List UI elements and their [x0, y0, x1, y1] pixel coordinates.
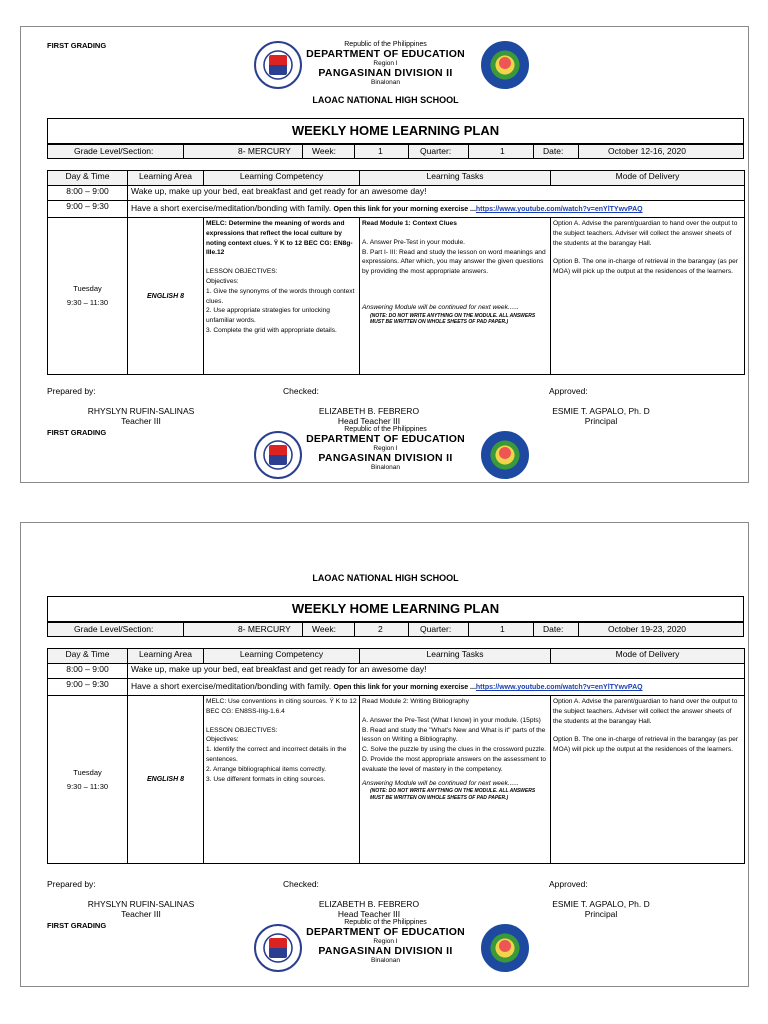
row-activity: Have a short exercise/meditation/bonding with family. Open this link for your morning exercise ...https://www.youtube.com/watch?v=enYlTYwvPAQ — [128, 201, 745, 218]
prepared-label: Prepared by: — [47, 879, 96, 889]
letterhead: Republic of the Philippines DEPARTMENT OF EDUCATION Region I PANGASINAN DIVISION II Binalonan — [306, 41, 465, 86]
grading-label-footer: FIRST GRADING — [47, 428, 107, 437]
tasks-cell: Read Module 1: Context Clues A. Answer Pre-Test in your module. B. Part I- III: Read and study the lesson on word meanings and expressions. After which, you may answer the given questions by providing the most appropriate answers. Answering Module will be continued for next week...... (NOTE: DO NOT WRITE ANYTHING ON THE MODULE. ALL ANSWERS MUST BE WRITTEN ON WHOLE SHEETS OF PAD PAPER.) — [360, 218, 551, 375]
info-row: Grade Level/Section: 8- MERCURY Week: 2 Quarter: 1 Date: October 19-23, 2020 — [47, 622, 744, 637]
competency-cell: MELC: Determine the meaning of words and expressions that reflect the local culture by noting context clues. Ÿ K to 12 BEC CG: EN8g-IIIe.12 LESSON OBJECTIVES: Objectives: 1. Give the synonyms of the words through context clues. 2. Use appropriate strategies for unlocking unfamiliar words. 3. Complete the grid with appropriate details. — [204, 218, 360, 375]
learning-area-cell: ENGLISH 8 — [128, 218, 204, 375]
approved-label: Approved: — [549, 879, 588, 889]
letterhead-footer: Republic of the Philippines DEPARTMENT OF EDUCATION Region I PANGASINAN DIVISION II Binalonan — [306, 919, 465, 964]
info-row: Grade Level/Section: 8- MERCURY Week: 1 Quarter: 1 Date: October 12-16, 2020 — [47, 144, 744, 159]
delivery-cell: Option A. Advise the parent/guardian to hand over the output to the subject teachers. Adviser will collect the answer sheets of the students at the barangay Hall. Option B. The one in-charge of retrieval in the barangay (as per MOA) will pick up the output at the residences of the learners. — [551, 696, 745, 864]
row-activity: Have a short exercise/meditation/bonding with family. Open this link for your morning exercise ...https://www.youtube.com/watch?v=enYlTYwvPAQ — [128, 679, 745, 696]
plan-table — [47, 648, 745, 864]
letterhead-footer: Republic of the Philippines DEPARTMENT OF EDUCATION Region I PANGASINAN DIVISION II Binalonan — [306, 426, 465, 471]
approved-signatory: ESMIE T. AGPALO, Ph. D Principal — [552, 899, 650, 919]
school-name: LAOAC NATIONAL HIGH SCHOOL — [312, 573, 459, 583]
col-day-time: Day & Time — [48, 171, 128, 186]
day-cell: Tuesday 9:30 – 11:30 — [48, 218, 128, 375]
grading-label-footer: FIRST GRADING — [47, 921, 107, 930]
exercise-link[interactable]: https://www.youtube.com/watch?v=enYlTYwvPAQ — [475, 206, 643, 213]
row-time: 9:00 – 9:30 — [48, 201, 128, 218]
checked-signatory: ELIZABETH B. FEBRERO Head Teacher III — [318, 899, 420, 919]
col-learning-area: Learning Area — [128, 649, 204, 664]
plan-table — [47, 170, 745, 375]
prepared-signatory: RHYSLYN RUFIN-SALINAS Teacher III — [87, 406, 195, 426]
row-activity: Wake up, make up your bed, eat breakfast and get ready for an awesome day! — [128, 664, 745, 679]
row-time: 8:00 – 9:00 — [48, 186, 128, 201]
col-competency: Learning Competency — [204, 171, 360, 186]
plan-title: WEEKLY HOME LEARNING PLAN — [47, 118, 744, 144]
col-tasks: Learning Tasks — [360, 171, 551, 186]
row-time: 8:00 – 9:00 — [48, 664, 128, 679]
col-learning-area: Learning Area — [128, 171, 204, 186]
row-activity: Wake up, make up your bed, eat breakfast and get ready for an awesome day! — [128, 186, 745, 201]
grading-label: FIRST GRADING — [47, 41, 107, 50]
prepared-label: Prepared by: — [47, 386, 96, 396]
checked-signatory: ELIZABETH B. FEBRERO Head Teacher III — [318, 406, 420, 426]
col-competency: Learning Competency — [204, 649, 360, 664]
prepared-signatory: RHYSLYN RUFIN-SALINAS Teacher III — [87, 899, 195, 919]
exercise-link[interactable]: https://www.youtube.com/watch?v=enYlTYwvPAQ — [475, 684, 643, 691]
checked-label: Checked: — [283, 879, 319, 889]
plan-title: WEEKLY HOME LEARNING PLAN — [47, 596, 744, 622]
col-day-time: Day & Time — [48, 649, 128, 664]
tasks-cell: Read Module 2: Writing Bibliography A. Answer the Pre-Test (What I know) in your module. (15pts) B. Read and study the "What's New and What is it" parts of the lesson on Writing a Bibliography. C. Solve the puzzle by using the clues in the crossword puzzle. D. Provide the most appropriate answers on the assessment to evaluate the level of mastery in the competency. Answering Module will be continued for next week...... (NOTE: DO NOT WRITE ANYTHING ON THE MODULE. ALL ANSWERS MUST BE WRITTEN ON WHOLE SHEETS OF PAD PAPER.) — [360, 696, 551, 864]
col-delivery: Mode of Delivery — [551, 171, 745, 186]
row-time: 9:00 – 9:30 — [48, 679, 128, 696]
learning-area-cell: ENGLISH 8 — [128, 696, 204, 864]
checked-label: Checked: — [283, 386, 319, 396]
competency-cell: MELC: Use conventions in citing sources. Ÿ K to 12 BEC CG: EN8SS-IIIg-1.6.4 LESSON OBJECTIVES: Objectives: 1. Identify the correct and incorrect details in the sentences. 2. Arrange bibliographical items correctly. 3. Use different formats in citing sources. — [204, 696, 360, 864]
plan-sheet-week2 — [20, 522, 749, 987]
delivery-cell: Option A. Advise the parent/guardian to hand over the output to the subject teachers. Adviser will collect the answer sheets of the students at the barangay Hall. Option B. The one in-charge of retrieval in the barangay (as per MOA) will pick up the output at the residences of the learners. — [551, 218, 745, 375]
plan-sheet-week1 — [20, 26, 749, 483]
school-name: LAOAC NATIONAL HIGH SCHOOL — [312, 95, 459, 105]
col-delivery: Mode of Delivery — [551, 649, 745, 664]
col-tasks: Learning Tasks — [360, 649, 551, 664]
approved-signatory: ESMIE T. AGPALO, Ph. D Principal — [552, 406, 650, 426]
approved-label: Approved: — [549, 386, 588, 396]
day-cell: Tuesday 9:30 – 11:30 — [48, 696, 128, 864]
